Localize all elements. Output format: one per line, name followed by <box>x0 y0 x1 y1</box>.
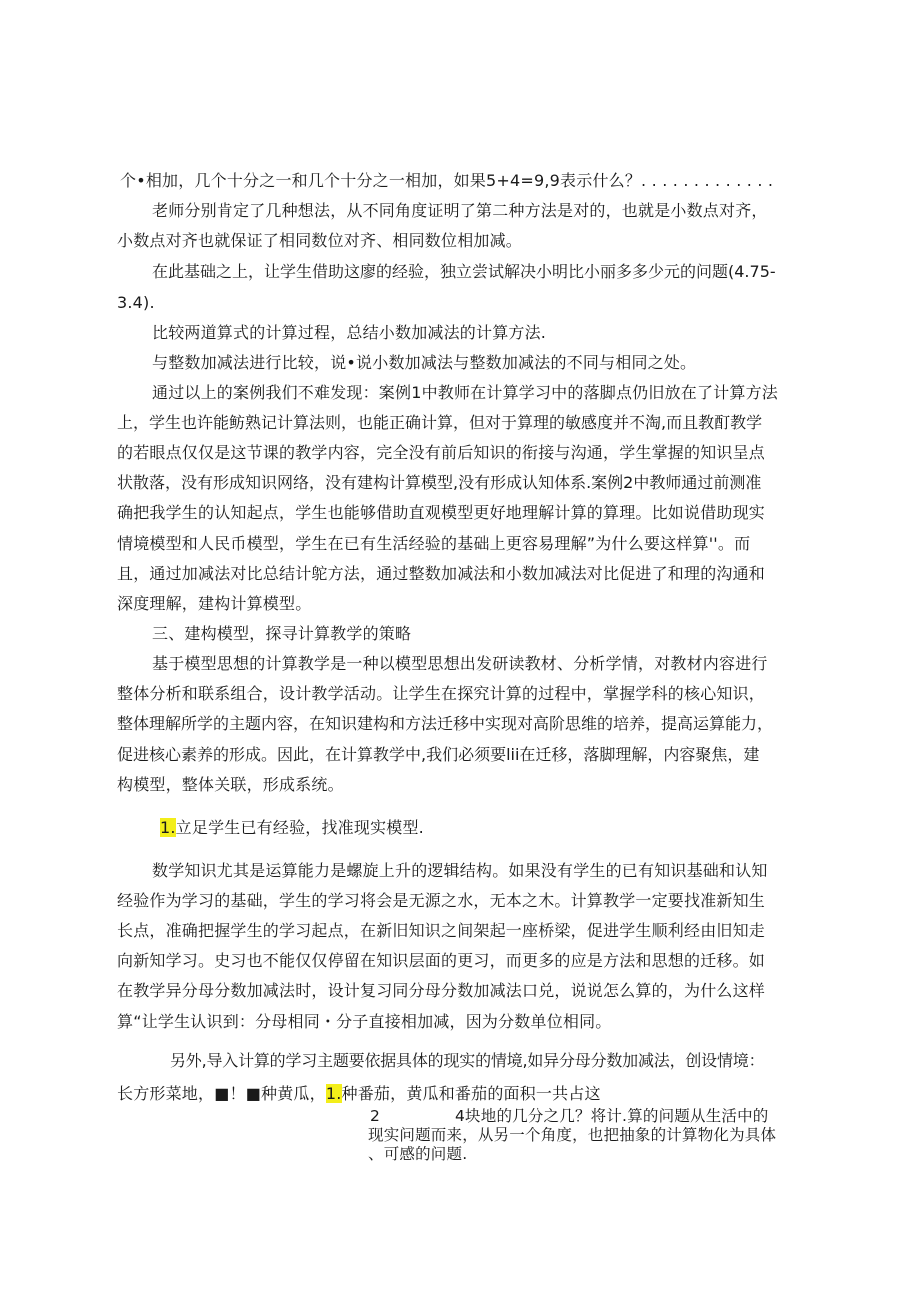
highlight-number: 1. <box>325 1084 342 1103</box>
paragraph-line: 数学知识尤其是运算能力是螺旋上升的逻辑结构。如果没有学生的已有知识基础和认知 <box>152 861 768 880</box>
paragraph-line: 、可感的问题. <box>368 1145 468 1163</box>
paragraph-line: 个•相加，几个十分之一和几个十分之一相加，如果5+4=9,9表示什么？. . . . . . . . . . . . . <box>120 171 774 190</box>
paragraph-line: 比较两道算式的计算过程，总结小数加减法的计算方法. <box>152 323 547 342</box>
paragraph-line: 4块地的几分之几？将计.算的问题从生活中的 <box>455 1107 769 1125</box>
paragraph-line: 经验作为学习的基础，学生的学习将会是无源之水，无本之木。计算教学一定要找准新知生 <box>117 891 766 910</box>
subheading <box>160 817 424 839</box>
paragraph-line: 小数点对齐也就保证了相同数位对齐、相同数位相加减。 <box>117 231 523 250</box>
section-heading: 三、建构模型，探寻计算教学的策略 <box>152 624 412 643</box>
paragraph-line: 算“让学生认识到：分母相同・分子直接相加减，因为分数单位相同。 <box>117 1012 612 1031</box>
paragraph-line <box>117 1083 601 1105</box>
subheading-number: 1. <box>160 818 176 837</box>
paragraph-line: 与整数加减法进行比较，说•说小数加减法与整数加减法的不同与相同之处。 <box>152 353 697 372</box>
paragraph-line: 通过以上的案例我们不难发现：案例1中教师在计算学习中的落脚点仍旧放在了计算方法 <box>152 383 778 402</box>
paragraph-line: 状散落，没有形成知识网络，没有建构计算模型,没有形成认知体系.案例2中教师通过前测准 <box>117 473 762 492</box>
subheading-text: 立足学生已有经验，找准现实模型. <box>175 818 424 837</box>
paragraph-line: 在此基础之上，让学生借助这廖的经验，独立尝试解决小明比小丽多多少元的问题(4.75- <box>152 262 776 281</box>
paragraph-line: 整体理解所学的主题内容，在知识建构和方法迁移中实现对高阶思维的培养，提高运算能力， <box>117 714 774 733</box>
paragraph-line: 深度理解，建构计算模型。 <box>117 594 312 613</box>
paragraph-line: 基于模型思想的计算教学是一种以模型思想出发研读教材、分析学情，对教材内容进行 <box>152 654 768 673</box>
paragraph-line: 上，学生也许能鲂熟记计算法则，也能正确计算，但对于算理的敏感度并不淘,而且教酊教学 <box>117 413 763 432</box>
paragraph-line: 3.4). <box>117 293 155 312</box>
text-segment: 种番茄，黄瓜和番茄的面积一共占这 <box>341 1084 601 1103</box>
paragraph-line: 另外,导入计算的学习主题要依据具体的现实的情境,如异分母分数加减法，创设情境： <box>170 1051 765 1070</box>
fraction-numerator: 2 <box>370 1107 381 1125</box>
paragraph-line: 整体分析和联系组合，设计教学活动。让学生在探究计算的过程中，掌握学科的核心知识， <box>117 684 766 703</box>
text-segment: 长方形菜地，■！■种黄瓜， <box>117 1084 326 1103</box>
paragraph-line: 构模型，整体关联，形成系统。 <box>117 775 344 794</box>
paragraph-line: 向新知学习。史习也不能仅仅停留在知识层面的更习，而更多的应是方法和思想的迁移。如 <box>117 951 766 970</box>
paragraph-line: 在教学异分母分数加减法时，设计复习同分母分数加减法口兑，说说怎么算的，为什么这样 <box>117 981 766 1000</box>
paragraph-line: 情境模型和人民币模型，学生在已有生活经验的基础上更容易理解”为什么要这样算''。而 <box>117 534 751 553</box>
paragraph-line: 促进核心素养的形成。因此，在计算教学中,我们必须要lii在迁移，落脚理解，内容聚焦，建 <box>117 745 760 764</box>
paragraph-line: 现实问题而来，从另一个角度，也把抽象的计算物化为具体 <box>368 1126 777 1144</box>
paragraph-line: 的若眼点仅仅是这节课的教学内容，完全没有前后知识的衔接与沟通，学生掌握的知识呈点 <box>117 443 766 462</box>
paragraph-line: 长点，准确把握学生的学习起点，在新旧知识之间架起一座桥梁，促进学生顺利经由旧知走 <box>117 921 766 940</box>
paragraph-line: 确把我学生的认知起点，学生也能够借助直观模型更好地理解计算的算理。比如说借助现实 <box>117 503 766 522</box>
paragraph-line: 且，通过加减法对比总结计鸵方法，通过整数加减法和小数加减法对比促进了和理的沟通和 <box>117 564 766 583</box>
paragraph-line: 老师分别肯定了几种想法，从不同角度证明了第二种方法是对的，也就是小数点对齐， <box>152 201 768 220</box>
